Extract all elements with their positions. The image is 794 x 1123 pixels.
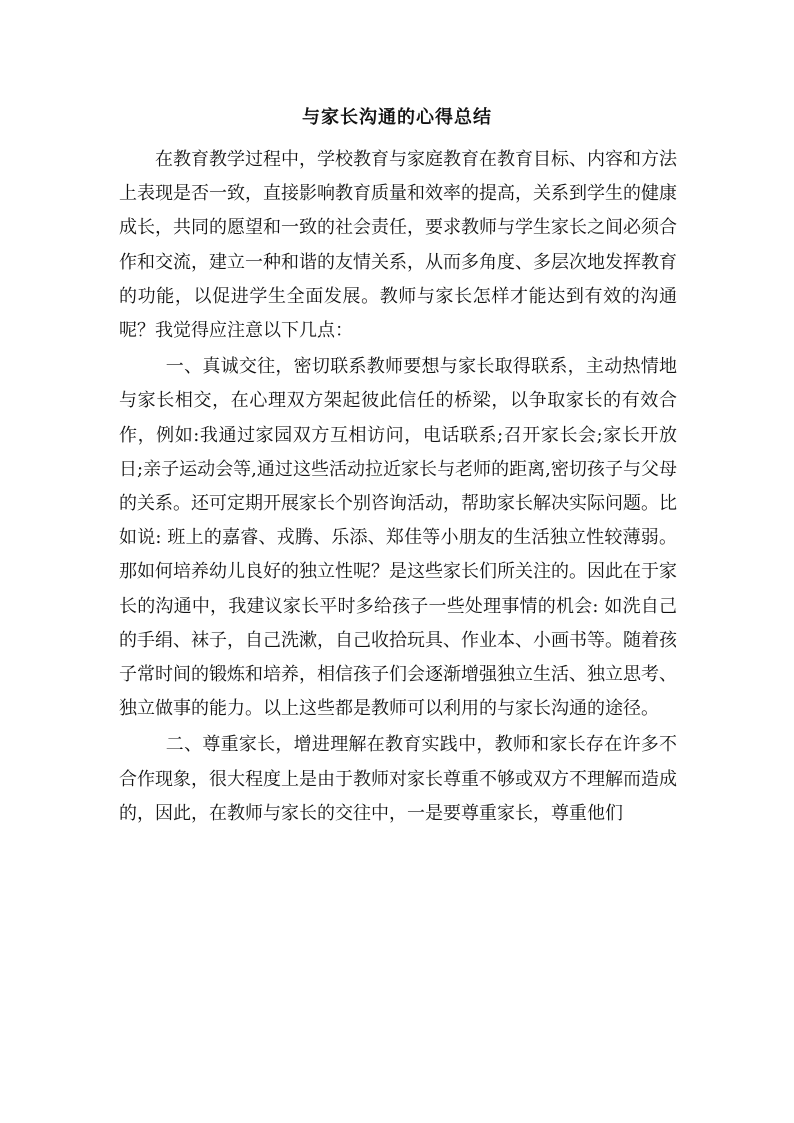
paragraph-point-two: 二、尊重家长，增进理解在教育实践中，教师和家长存在许多不合作现象，很大程度上是由于教师对家长尊重不够或双方不理解而造成的，因此，在教师与家长的交往中，一是要尊重家长，尊重他们 [119,734,677,824]
document-title: 与家长沟通的心得总结 [302,107,492,128]
paragraph-point-one: 一、真诚交往，密切联系教师要想与家长取得联系，主动热情地与家长相交，在心理双方架起彼此信任的桥梁，以争取家长的有效合作，例如:我通过家园双方互相访问，电话联系;召开家长会;家长开放日;亲子运动会等,通过这些活动拉近家长与老师的距离,密切孩子与父母的关系。还可定期开展家长个别咨询活动，帮助家长解决实际问题。比如说: 班上的嘉睿、戎腾、乐添、郑佳等小朋友的生活独立性较薄弱。那如何培养幼儿良好的独立性呢？是这些家长们所关注的。因此在于家长的沟通中，我建议家长平时多给孩子一些处理事情的机会: 如洗自己的手绢、袜子，自己洗漱，自己收拾玩具、作业本、小画书等。随着孩子常时间的锻炼和培养，相信孩子们会逐渐增强独立生活、独立思考、独立做事的能力。以上这些都是教师可以利用的与家长沟通的途径。 [119,356,677,720]
document-body [119,143,677,831]
paragraph-intro: 在教育教学过程中，学校教育与家庭教育在教育目标、内容和方法上表现是否一致，直接影响教育质量和效率的提高，关系到学生的健康成长，共同的愿望和一致的社会责任，要求教师与学生家长之间必须合作和交流，建立一种和谐的友情关系，从而多角度、多层次地发挥教育的功能，以促进学生全面发展。教师与家长怎样才能达到有效的沟通呢？我觉得应注意以下几点： [119,149,677,342]
